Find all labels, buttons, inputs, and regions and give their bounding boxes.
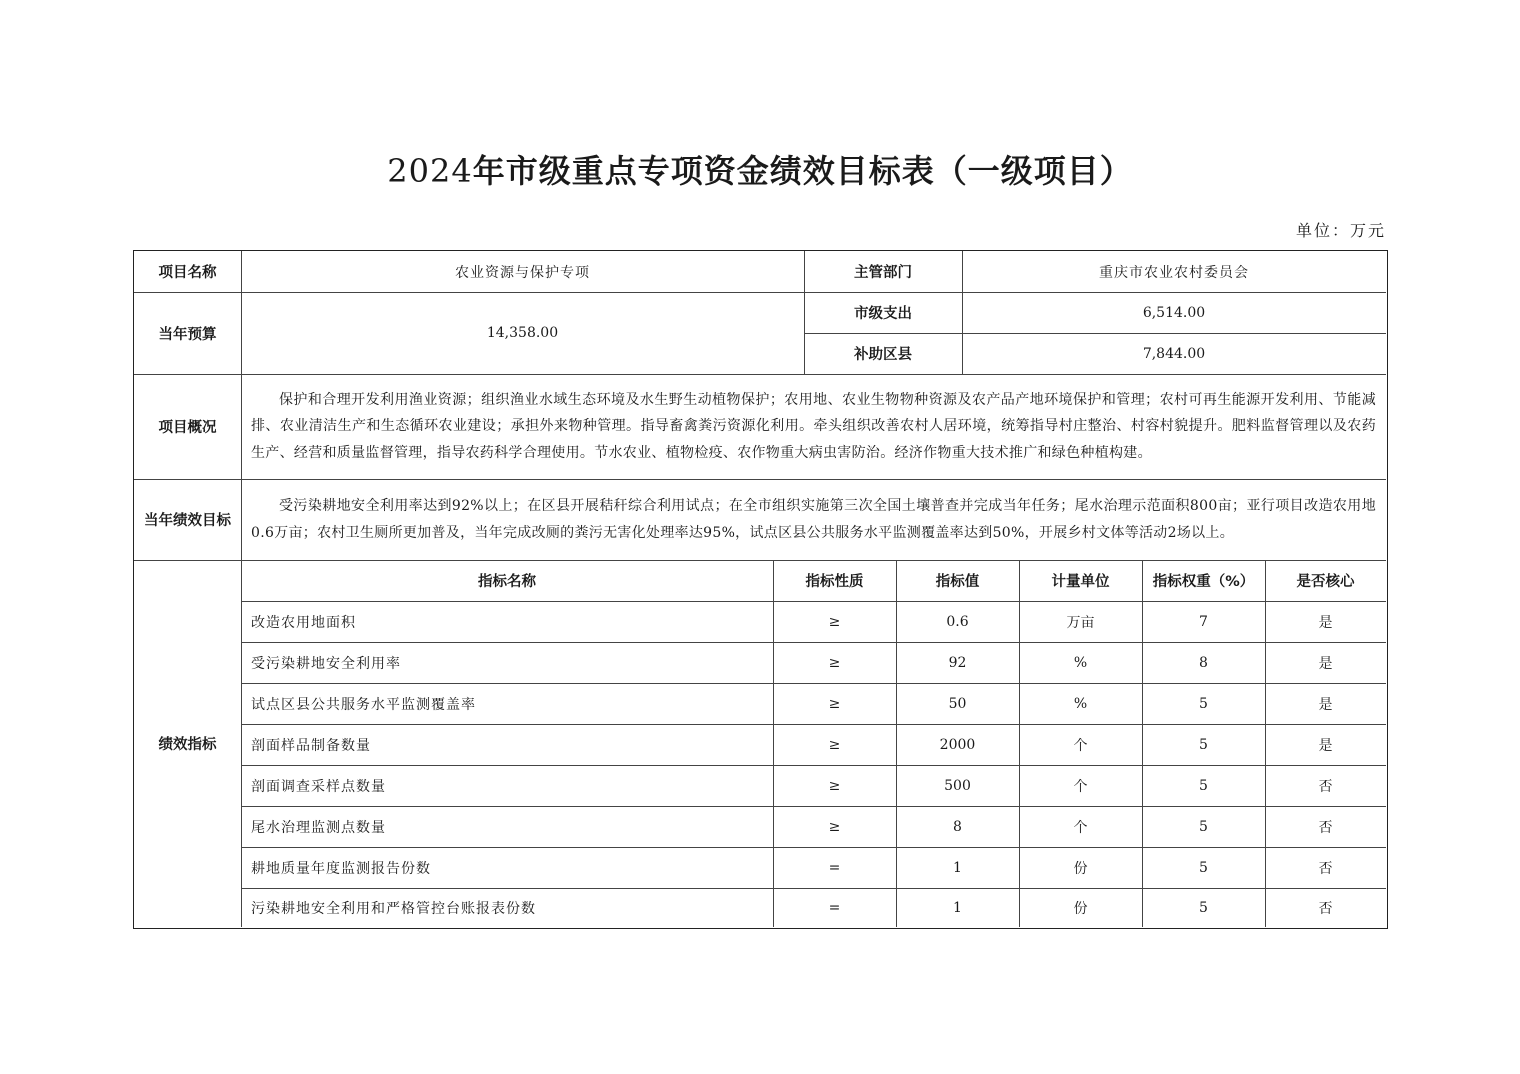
indicator-value: 2000: [939, 736, 976, 753]
dept-label: 主管部门: [854, 265, 912, 281]
indicator-is-core: 否: [1318, 900, 1333, 917]
indicator-type: =: [828, 899, 841, 916]
indicator-weight: 5: [1199, 777, 1208, 794]
indicator-name: 耕地质量年度监测报告份数: [251, 860, 431, 877]
indicator-is-core: 是: [1318, 696, 1333, 713]
indicator-unit: 个: [1073, 737, 1088, 754]
header-indicator-value: 指标值: [935, 574, 980, 590]
indicator-is-core: 是: [1318, 737, 1333, 754]
indicator-weight: 5: [1199, 818, 1208, 835]
unit-label: 单位：万元: [1295, 221, 1386, 240]
indicator-value: 1: [953, 899, 962, 916]
indicator-weight: 5: [1199, 736, 1208, 753]
county-subsidy-label: 补助区县: [854, 347, 912, 363]
indicator-weight: 5: [1199, 695, 1208, 712]
indicator-value: 1: [953, 859, 962, 876]
project-name-value: 农业资源与保护专项: [455, 264, 590, 281]
indicator-name: 剖面调查采样点数量: [251, 778, 386, 795]
indicator-is-core: 否: [1318, 778, 1333, 795]
indicator-is-core: 是: [1318, 614, 1333, 631]
header-weight: 指标权重（%）: [1152, 574, 1255, 590]
indicator-weight: 5: [1199, 899, 1208, 916]
indicator-value: 0.6: [946, 613, 969, 630]
indicator-type: ≥: [828, 654, 841, 671]
indicator-is-core: 否: [1318, 860, 1333, 877]
performance-table: [133, 250, 1388, 929]
indicator-name: 试点区县公共服务水平监测覆盖率: [251, 696, 476, 713]
indicator-type: ≥: [828, 695, 841, 712]
indicator-type: ≥: [828, 777, 841, 794]
dept-value: 重庆市农业农村委员会: [1099, 264, 1249, 281]
indicator-type: ≥: [828, 736, 841, 753]
indicator-name: 受污染耕地安全利用率: [251, 655, 401, 672]
annual-goal-text: 受污染耕地安全利用率达到92%以上；在区县开展秸秆综合利用试点；在全市组织实施第三次全国土壤普查并完成当年任务；尾水治理示范面积800亩；亚行项目改造农用地0.6万亩；农村卫生厕所更加普及，当年完成改厕的粪污无害化处理率达95%，试点区县公共服务水平监测覆盖率达到50%，开展乡村文体等活动2场以上。: [251, 498, 1376, 541]
county-subsidy-value: 7,844.00: [1142, 345, 1206, 362]
indicator-value: 500: [944, 777, 971, 794]
indicators-section-label: 绩效指标: [158, 737, 217, 753]
indicator-type: ≥: [828, 818, 841, 835]
indicator-name: 改造农用地面积: [251, 614, 356, 631]
indicator-value: 8: [953, 818, 962, 835]
indicator-unit: 个: [1073, 778, 1088, 795]
city-expense-value: 6,514.00: [1142, 304, 1206, 321]
indicator-type: ≥: [828, 613, 841, 630]
indicator-value: 92: [948, 654, 967, 671]
indicator-unit: %: [1073, 695, 1088, 712]
indicator-unit: 万亩: [1066, 614, 1095, 631]
indicator-type: =: [828, 859, 841, 876]
title-year: 2024: [387, 152, 473, 190]
title-text: 年市级重点专项资金绩效目标表（一级项目）: [472, 152, 1133, 190]
indicator-weight: 7: [1199, 613, 1208, 630]
header-indicator-type: 指标性质: [805, 574, 864, 590]
indicator-name: 剖面样品制备数量: [251, 737, 371, 754]
indicator-weight: 5: [1199, 859, 1208, 876]
header-is-core: 是否核心: [1296, 574, 1355, 590]
page-title: [0, 146, 1520, 192]
indicator-unit: 份: [1073, 900, 1088, 917]
indicator-unit: %: [1073, 654, 1088, 671]
indicator-is-core: 否: [1318, 819, 1333, 836]
indicator-unit: 个: [1073, 819, 1088, 836]
budget-value: 14,358.00: [486, 325, 559, 341]
indicator-name: 污染耕地安全利用和严格管控台账报表份数: [251, 900, 536, 917]
indicator-name: 尾水治理监测点数量: [251, 819, 386, 836]
indicator-is-core: 是: [1318, 655, 1333, 672]
header-indicator-name: 指标名称: [478, 574, 536, 590]
indicator-unit: 份: [1073, 860, 1088, 877]
annual-goal-label: 当年绩效目标: [144, 513, 231, 529]
indicator-value: 50: [948, 695, 967, 712]
city-expense-label: 市级支出: [854, 306, 912, 322]
overview-label: 项目概况: [158, 420, 217, 436]
indicator-weight: 8: [1199, 654, 1208, 671]
overview-text: 保护和合理开发利用渔业资源；组织渔业水域生态环境及水生野生动植物保护；农用地、农业生物物种资源及农产品产地环境保护和管理；农村可再生能源开发利用、节能减排、农业清洁生产和生态循环农业建设；承担外来物种管理。指导畜禽粪污资源化利用。牵头组织改善农村人居环境，统筹指导村庄整治、村容村貌提升。肥料监督管理以及农药生产、经营和质量监督管理，指导农药科学合理使用。节水农业、植物检疫、农作物重大病虫害防治。经济作物重大技术推广和绿色种植构建。: [251, 391, 1376, 461]
header-unit: 计量单位: [1051, 574, 1110, 590]
project-name-label: 项目名称: [158, 265, 217, 281]
budget-label: 当年预算: [158, 326, 217, 343]
